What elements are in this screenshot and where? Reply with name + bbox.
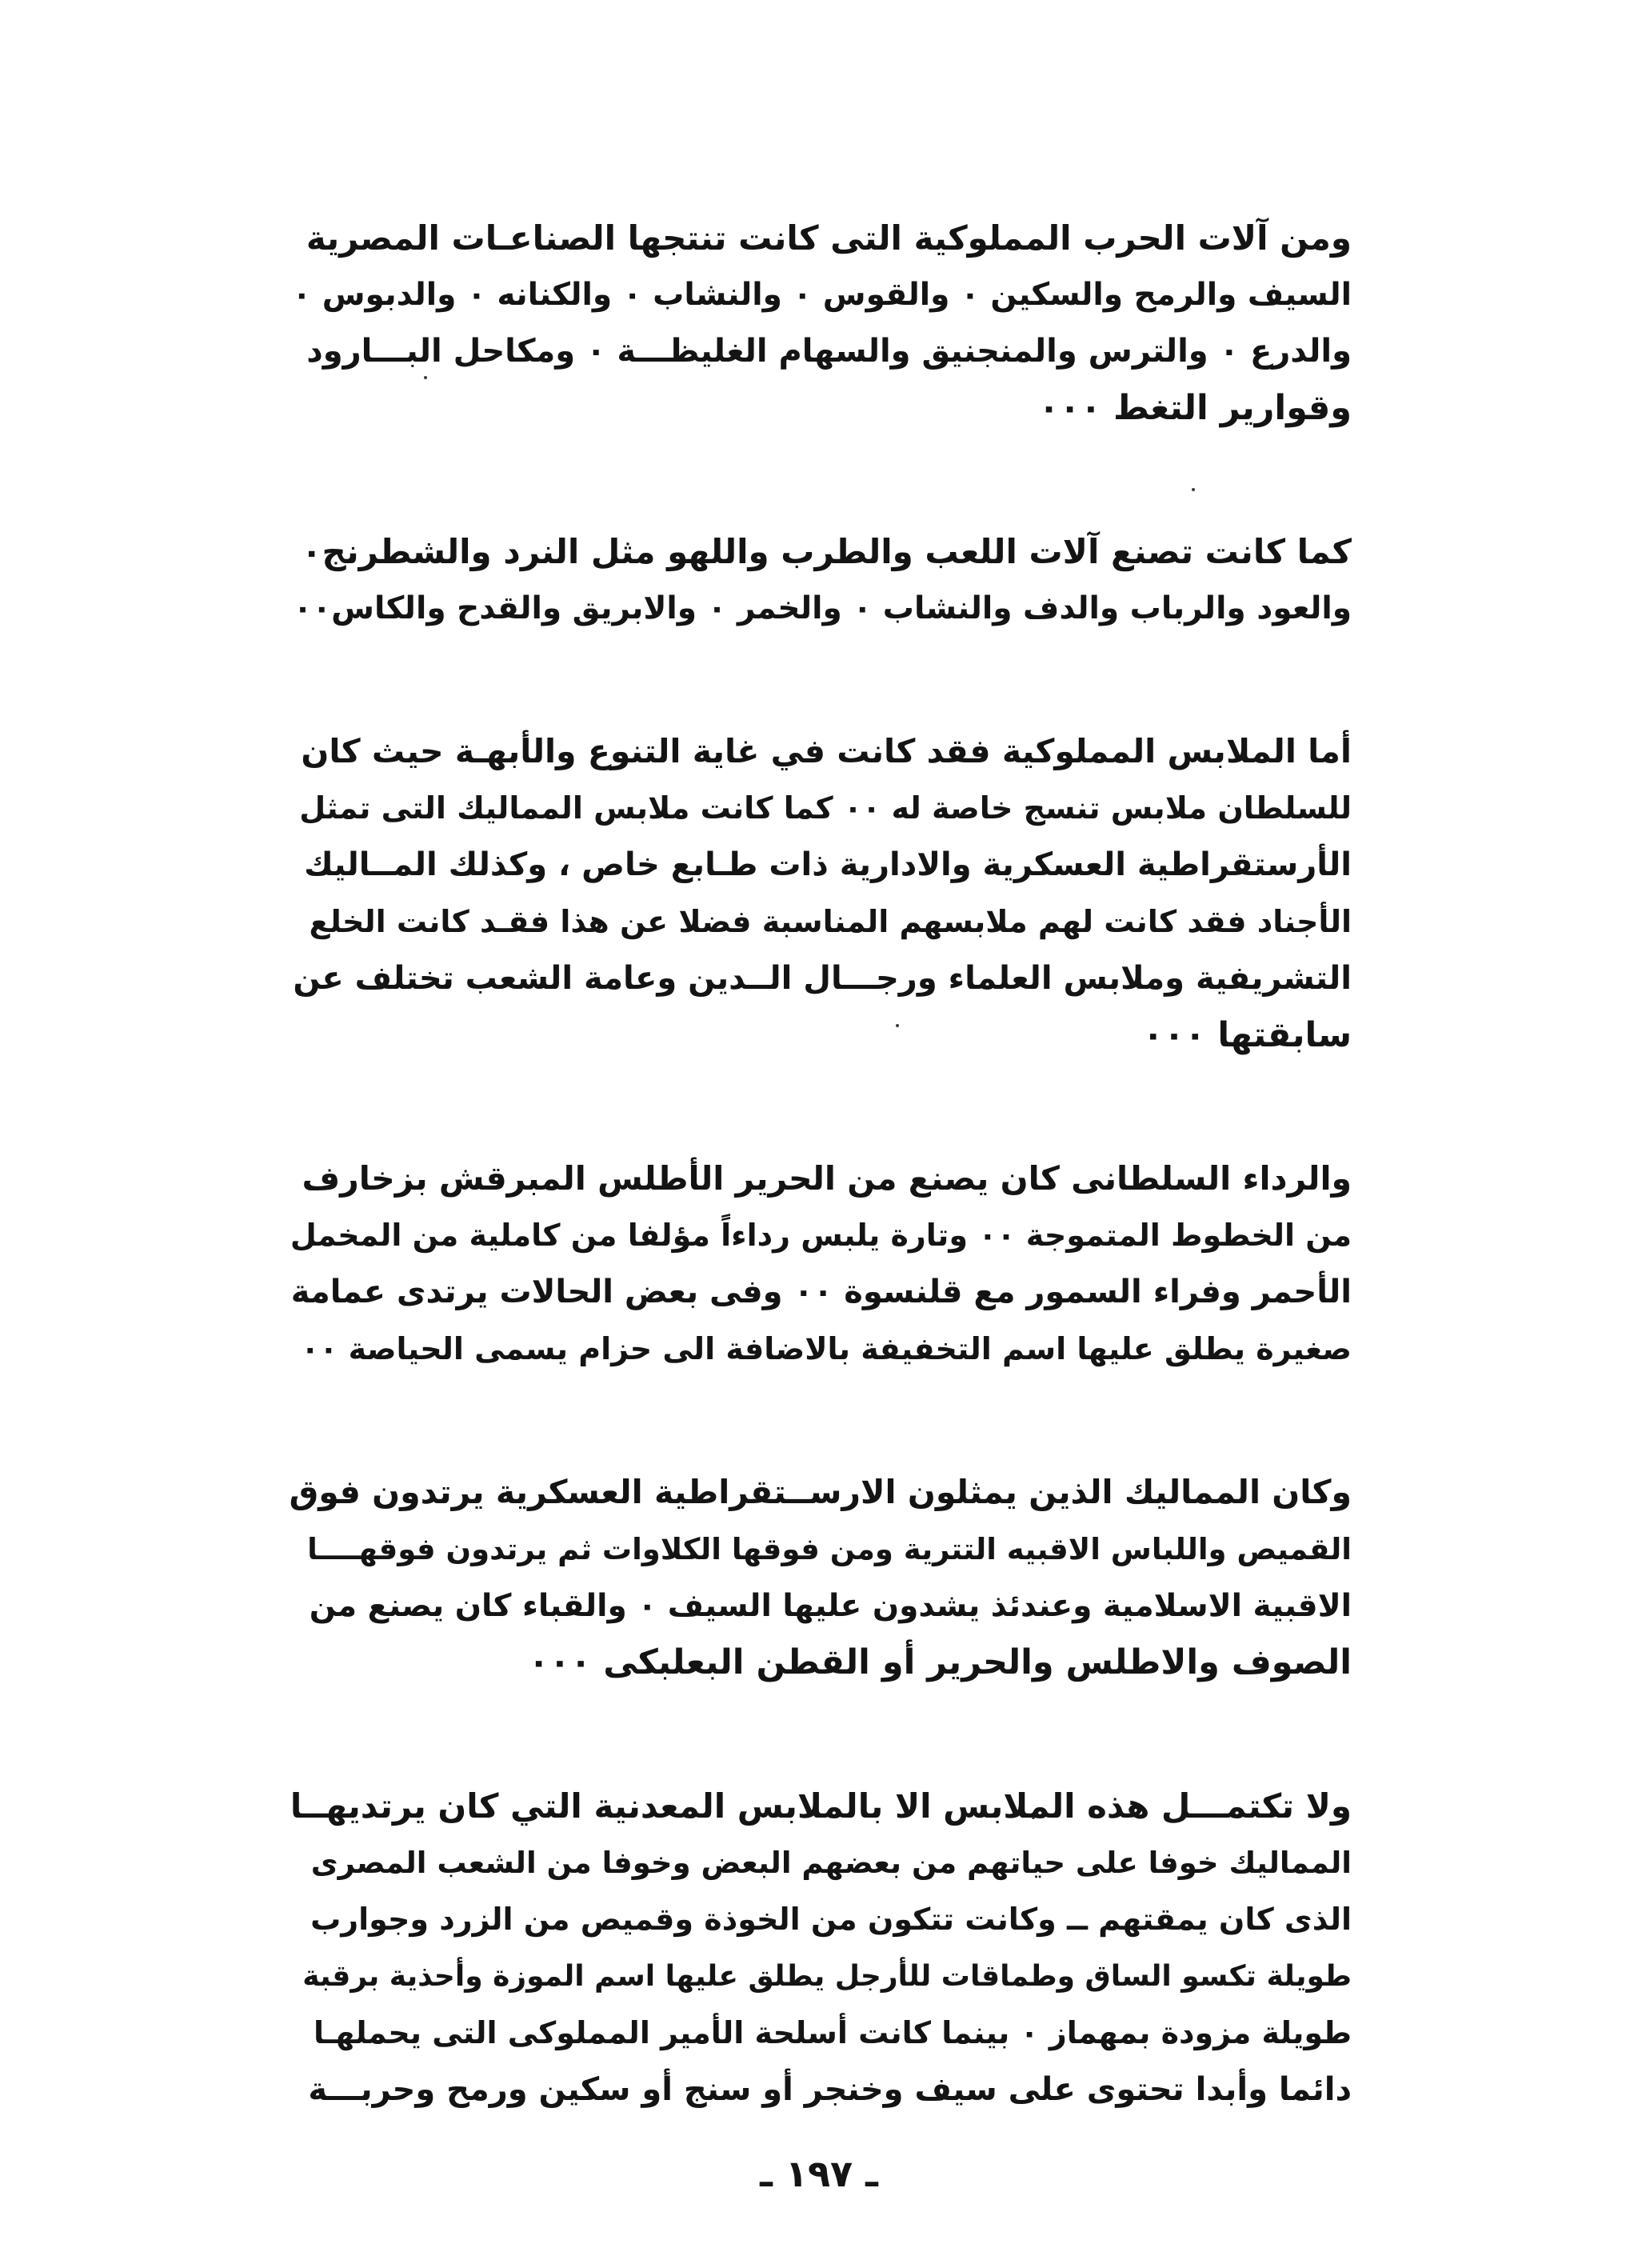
text-line: ومن آلات الحرب المملوكية التى كانت تنتجها الصناعـات المصرية xyxy=(306,218,1352,258)
paragraph-sultan-robe xyxy=(288,1150,1352,1378)
text-line: الأحمر وفراء السمور مع قلنسوة ٠٠ وفى بعض الحالات يرتدى عمامة xyxy=(290,1274,1352,1310)
text-line: والرداء السلطانى كان يصنع من الحرير الأطلس المبرقش بزخارف xyxy=(302,1159,1352,1198)
text-line: طويلة تكسو الساق وطماقات للأرجل يطلق عليها اسم الموزة وأحذية برقبة xyxy=(302,1960,1352,1993)
page-number: ـ ١٩٧ ـ xyxy=(760,2152,878,2195)
body-text xyxy=(288,210,1352,2205)
text-line: الاقبية الاسلامية وعندئذ يشدون عليها السيف ٠ والقباء كان يصنع من xyxy=(309,1588,1352,1624)
text-line: الأرستقراطية العسكرية والادارية ذات طـابع خاص ، وكذلك المــاليك xyxy=(304,846,1352,883)
text-line: ولا تكتمـــل هذه الملابس الا بالملابس المعدنية التي كان يرتديهــا xyxy=(290,1786,1352,1826)
text-line: المماليك خوفا على حياتهم من بعضهم البعض وخوفا من الشعب المصرى xyxy=(310,1846,1352,1880)
paragraph-mamluk-clothing xyxy=(288,723,1352,1064)
paragraph-metal-armor xyxy=(288,1778,1352,2118)
text-line: وقوارير التغط ٠٠٠ xyxy=(1038,388,1352,428)
text-line: الذى كان يمقتهم ــ وكانت تتكون من الخوذة وقميص من الزرد وجوارب xyxy=(310,1902,1352,1937)
text-line: أما الملابس المملوكية فقد كانت في غاية التنوع والأبهـة حيث كان xyxy=(301,732,1352,770)
text-line: طويلة مزودة بمهماز ٠ بينما كانت أسلحة الأمير المملوكى التى يحملهـا xyxy=(314,2015,1352,2050)
text-line: سابقتها ٠٠٠ xyxy=(1142,1015,1352,1055)
paragraph-war-tools xyxy=(288,210,1352,437)
paragraph-mamluk-aristocracy xyxy=(288,1464,1352,1691)
text-line: من الخطوط المتموجة ٠٠ وتارة يلبس رداءاً مؤلفا من كاملية من المخمل xyxy=(290,1218,1352,1253)
text-line: والعود والرباب والدف والنشاب ٠ والخمر ٠ والابريق والقدح والكاس٠٠ xyxy=(293,590,1352,626)
text-line: الصوف والاطلس والحرير أو القطن البعلبكى ٠٠٠ xyxy=(528,1642,1352,1682)
text-line: الأجناد فقد كانت لهم ملابسهم المناسبة فضلا عن هذا فقـد كانت الخلع xyxy=(309,904,1352,939)
text-line: السيف والرمح والسكين ٠ والقوس ٠ والنشاب ٠ والكنانه ٠ والدبوس ٠ xyxy=(292,277,1352,313)
text-line: كما كانت تصنع آلات اللعب والطرب واللهو مثل النرد والشطرنج٠ xyxy=(301,532,1352,571)
text-line: القميص واللباس الاقبيه التترية ومن فوقها الكلاوات ثم يرتدون فوقهــــا xyxy=(307,1532,1352,1566)
text-line: وكان المماليك الذين يمثلون الارســتقراطية العسكرية يرتدون فوق xyxy=(289,1473,1352,1511)
text-line: والدرع ٠ والترس والمنجنيق والسهام الغليظـــة ٠ ومكاحل البـــارود xyxy=(306,333,1352,370)
text-line: صغيرة يطلق عليها اسم التخفيفة بالاضافة الى حزام يسمى الحياصة ٠٠ xyxy=(301,1331,1352,1366)
text-line: التشريفية وملابس العلماء ورجـــال الــدين وعامة الشعب تختلف عن xyxy=(293,960,1352,997)
text-line: للسلطان ملابس تنسج خاصة له ٠٠ كما كانت ملابس المماليك التى تمثل xyxy=(299,790,1352,826)
text-line: دائما وأبدا تحتوى على سيف وخنجر أو سنج أو سكين ورمح وحربـــة xyxy=(308,2071,1352,2108)
paragraph-entertainment-tools xyxy=(288,523,1352,637)
